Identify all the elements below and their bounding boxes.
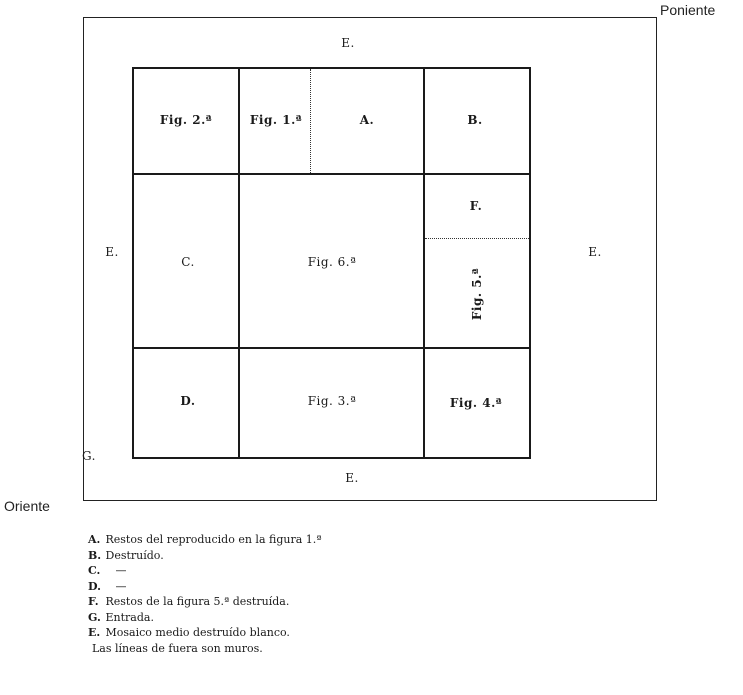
label-e-right: E. <box>588 245 602 259</box>
inner-left-wall <box>132 67 134 459</box>
east-orientation-label: Oriente <box>4 498 50 514</box>
legend-row-f: F. Restos de la figura 5.ª destruída. <box>88 595 290 608</box>
dotted-divider-f-fig5 <box>425 238 529 239</box>
grid-line-v1 <box>238 67 240 459</box>
cell-a: A. <box>359 113 375 127</box>
legend <box>88 532 322 656</box>
cell-fig4: Fig. 4.ª <box>449 396 503 410</box>
west-orientation-label: Poniente <box>660 2 716 18</box>
legend-row-b: B. Destruído. <box>88 548 164 562</box>
inner-top-wall <box>133 67 531 69</box>
grid-line-h1 <box>133 173 531 175</box>
inner-bottom-wall <box>133 457 531 459</box>
outer-wall <box>83 17 657 501</box>
grid-line-v2 <box>423 67 425 459</box>
cell-d: D. <box>180 394 196 408</box>
label-e-left: E. <box>105 245 119 259</box>
cell-f: F. <box>469 199 483 213</box>
cell-fig2: Fig. 2.ª <box>159 113 213 127</box>
legend-note: Las líneas de fuera son muros. <box>92 641 263 655</box>
label-g-entrance: G. <box>82 449 96 463</box>
cell-fig1: Fig. 1.ª <box>249 113 303 127</box>
cell-b: B. <box>467 113 483 127</box>
cell-fig5: Fig. 5.ª <box>470 267 484 321</box>
label-e-bottom: E. <box>345 471 359 485</box>
grid-line-h2 <box>133 347 531 349</box>
label-e-top: E. <box>341 36 355 50</box>
cell-fig3: Fig. 3.ª <box>307 394 357 408</box>
cell-c: C. <box>181 255 195 269</box>
dotted-divider-fig1-a <box>310 69 311 173</box>
cell-fig6: Fig. 6.ª <box>307 255 357 269</box>
legend-row-e: E. Mosaico medio destruído blanco. <box>88 626 290 639</box>
legend-row-d: D. — <box>88 579 127 593</box>
legend-row-g: G. Entrada. <box>88 610 154 624</box>
legend-row-c: C. — <box>88 564 127 577</box>
legend-row-a: A. Restos del reproducido en la figura 1.ª <box>88 533 322 546</box>
inner-right-wall <box>529 67 531 459</box>
